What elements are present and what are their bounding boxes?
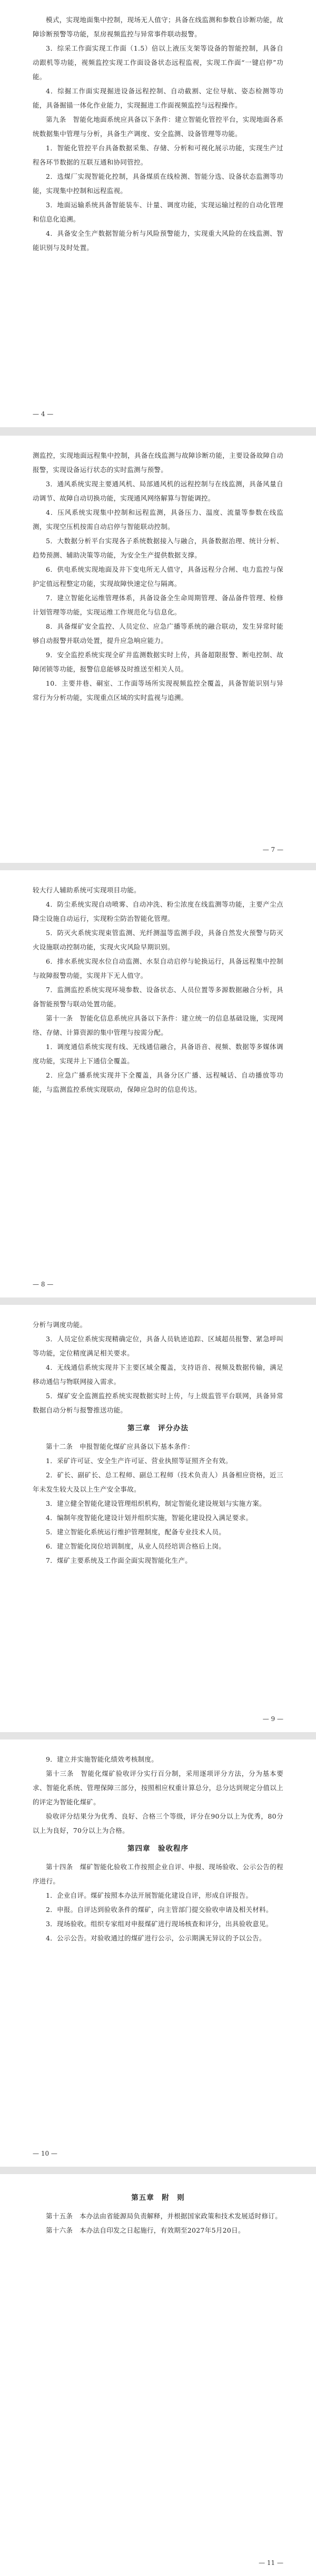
paragraph: 7．建立智能化运维管理体系，具备设备全生命周期管理、备品备件管理、检修计划管理等功能，实现运维工作规范化与信息化。 xyxy=(33,594,283,616)
paragraph: 1．智能化管控平台具备数据采集、存储、分析和可视化展示功能，实现生产过程各环节数据的互联互通和协同管控。 xyxy=(33,144,283,166)
document-page-7 xyxy=(0,436,316,863)
page-number: — 10 — xyxy=(33,2150,57,2157)
paragraph: 9．安全监控系统实现全矿井监测数据实时上传，具备超限报警、断电控制、故障闭锁等功能，报警信息能够及时推送至相关人员。 xyxy=(33,651,283,673)
paragraph: 3．人员定位系统实现精确定位，具备人员轨迹追踪、区域超员报警、紧急呼叫等功能，定位精度满足相关要求。 xyxy=(33,1335,283,1357)
paragraph: 验收评分结果分为优秀、良好、合格三个等级，评分在90分以上为优秀，80分以上为良好，70分以上为合格。 xyxy=(33,1812,283,1834)
paragraph: 第十五条 本办法由省能源局负责解释，并根据国家政策和技术发展适时修订。 xyxy=(46,2212,282,2220)
paragraph: 6．供电系统实现地面及井下变电所无人值守，具备远程分合闸、电力监控与保护定值远程整定功能，实现故障快速定位与隔离。 xyxy=(33,565,283,588)
paragraph: 模式，实现地面集中控制，现场无人值守；具备在线监测和参数自诊断功能，故障诊断预警等功能，泵房视频监控与异常事件联动报警。 xyxy=(33,16,283,38)
paragraph: 2．选煤厂实现智能化控制，具备煤质在线检测、智能分选、设备状态监测等功能，实现集中控制和远程监视。 xyxy=(33,172,283,195)
chapter-heading: 第四章 验收程序 xyxy=(127,1844,189,1853)
paragraph: 3．综采工作面实现工作面（1.5）倍以上液压支架等设备的智能控制，具备自动跟机等功能，视频监控实现工作面设备状态远程监视，实现工作面“一键启停”功能。 xyxy=(33,44,283,81)
paragraph: 4．编制年度智能化建设计划并组织实施，智能化建设投入满足要求。 xyxy=(46,1514,253,1522)
paragraph: 4．防尘系统实现自动喷雾、自动冲洗、粉尘浓度在线监测等功能，主要产尘点降尘设施自动运行，实现粉尘防治智能化管理。 xyxy=(33,900,283,922)
paragraph: 第十二条 申报智能化煤矿应具备以下基本条件： xyxy=(46,1443,194,1450)
page-number: — 4 — xyxy=(33,410,54,418)
document-page-9 xyxy=(0,1305,316,1732)
document-page-11 xyxy=(0,2174,316,2576)
paragraph: 较大行人辅助系统可实现项目功能。 xyxy=(33,886,141,894)
paragraph: 1．调度通信系统实现有线、无线通信融合，具备语音、视频、数据等多媒体调度功能，实现井上下通信全覆盖。 xyxy=(33,1043,283,1065)
paragraph: 5．煤矿安全监测监控系统实现数据实时上传，与上级监管平台联网，具备异常数据自动分析与报警推送功能。 xyxy=(33,1392,283,1414)
paragraph: 5．建立智能化系统运行维护管理制度，配备专业技术人员。 xyxy=(46,1528,226,1536)
paragraph: 6．建立智能化岗位培训制度，从业人员经培训合格后上岗。 xyxy=(46,1542,226,1550)
document-page-4 xyxy=(0,0,316,427)
paragraph: 5．防灭火系统实现束管监测、光纤测温等监测手段，具备自然发火预警与防灭火设施联动控制功能，实现火灾风险早期识别。 xyxy=(33,929,283,951)
paragraph: 6．排水系统实现水位自动监测、水泵自动启停与轮换运行，具备远程集中控制与故障报警功能，实现井下无人值守。 xyxy=(33,957,283,979)
chapter-heading: 第三章 评分办法 xyxy=(127,1424,189,1433)
paragraph: 分析与调度功能。 xyxy=(33,1321,87,1329)
paragraph: 1．采矿许可证、安全生产许可证、营业执照等证照齐全有效。 xyxy=(46,1457,232,1465)
paragraph: 第十一条 智能化信息系统应具备以下条件：建立统一的信息基础设施，实现网络、存储、计算资源的集中管理与按需分配。 xyxy=(33,1014,283,1036)
page-number: — 11 — xyxy=(259,2559,283,2567)
paragraph: 3．通风系统实现主要通风机、局部通风机的远程控制与在线监测，具备风量自动调节、故障自动切换功能，实现通风网络解算与智能调控。 xyxy=(33,480,283,502)
paragraph: 4．公示公告。对验收通过的煤矿进行公示，公示期满无异议的予以公告。 xyxy=(46,1934,266,1942)
paragraph: 5．大数据分析平台实现各子系统数据接入与融合，具备数据治理、统计分析、趋势预测、辅助决策等功能，为安全生产提供数据支撑。 xyxy=(33,537,283,559)
paragraph: 10．主要井巷、硐室、工作面等场所实现视频监控全覆盖，具备智能识别与异常行为分析功能，实现重点区域的实时监视与追溯。 xyxy=(33,679,283,701)
paragraph: 4．无线通信系统实现井下主要区域全覆盖，支持语音、视频及数据传输，满足移动通信与物联网接入需求。 xyxy=(33,1363,283,1386)
paragraph: 第十六条 本办法自印发之日起施行，有效期至2027年5月20日。 xyxy=(46,2226,245,2234)
paragraph: 4．综掘工作面实现掘进设备远程控制、自动截割、定位导航、姿态检测等功能，具备掘锚一体化作业能力，实现掘进工作面视频监控与远程操作。 xyxy=(33,87,283,109)
paragraph: 测监控，实现地面远程集中控制，具备在线监测与故障诊断功能，主要设备故障自动报警，实现设备运行状态的实时监测与预警。 xyxy=(33,451,283,474)
paragraph: 2．申报。自评达到验收条件的煤矿，向主管部门提交验收申请及相关材料。 xyxy=(46,1906,273,1914)
paragraph: 2．应急广播系统实现井下全覆盖，具备分区广播、远程喊话、自动播放等功能，与监测监控系统实现联动，保障应急时的信息传达。 xyxy=(33,1071,283,1093)
paragraph: 4．压风系统实现集中控制和远程监测，具备压力、温度、流量等参数在线监测，实现空压机按需自动启停与智能联动控制。 xyxy=(33,508,283,531)
paragraph: 第九条 智能化地面系统应具备以下条件：建立智能化管控平台，实现地面各系统数据集中管理与分析，具备生产调度、安全监测、设备管理等功能。 xyxy=(33,116,283,138)
paragraph: 3．现场验收。组织专家组对申报煤矿进行现场核查和评分，出具验收意见。 xyxy=(46,1920,273,1928)
paragraph: 7．煤矿主要系统及工作面全面实现智能化生产。 xyxy=(46,1556,192,1564)
paragraph: 7．监测监控系统实现环境参数、设备状态、人员位置等多源数据融合分析，具备智能预警与联动处置功能。 xyxy=(33,986,283,1008)
paragraph: 9．建立并实施智能化绩效考核制度。 xyxy=(46,1755,159,1763)
paragraph: 第十四条 煤矿智能化验收工作按照企业自评、申报、现场验收、公示公告的程序进行。 xyxy=(33,1863,283,1885)
paragraph: 2．矿长、副矿长、总工程师、副总工程师（技术负责人）具备相应资格，近三年未发生较大及以上生产安全事故。 xyxy=(33,1471,283,1493)
chapter-heading: 第五章 附 则 xyxy=(131,2194,185,2202)
page-number: — 8 — xyxy=(33,1281,54,1288)
paragraph: 3．建立健全智能化建设管理组织机构，制定智能化建设规划与实施方案。 xyxy=(46,1500,266,1507)
page-number: — 9 — xyxy=(262,1715,283,1723)
paragraph: 8．具备煤矿安全监控、人员定位、应急广播等系统的融合联动，发生异常时能够自动报警并联动处置，提升应急响应能力。 xyxy=(33,622,283,645)
page-number: — 7 — xyxy=(262,846,283,853)
paragraph: 1．企业自评。煤矿按照本办法开展智能化建设自评，形成自评报告。 xyxy=(46,1891,253,1899)
document-page-8 xyxy=(0,870,316,1297)
document-page-10 xyxy=(0,1739,316,2167)
paragraph: 4．具备安全生产数据智能分析与风险预警能力，实现重大风险的在线监测、智能识别与及时处置。 xyxy=(33,229,283,252)
paragraph: 3．地面运输系统具备智能装车、计量、调度功能，实现运输过程的自动化管理和信息化追溯。 xyxy=(33,201,283,223)
paragraph: 第十三条 智能化煤矿验收评分实行百分制，采用逐项评分方法，分为基本要求、智能化系统、管理保障三部分，按照相应权重计算总分，总分达到规定分值以上的评定为智能化煤矿。 xyxy=(33,1770,283,1806)
